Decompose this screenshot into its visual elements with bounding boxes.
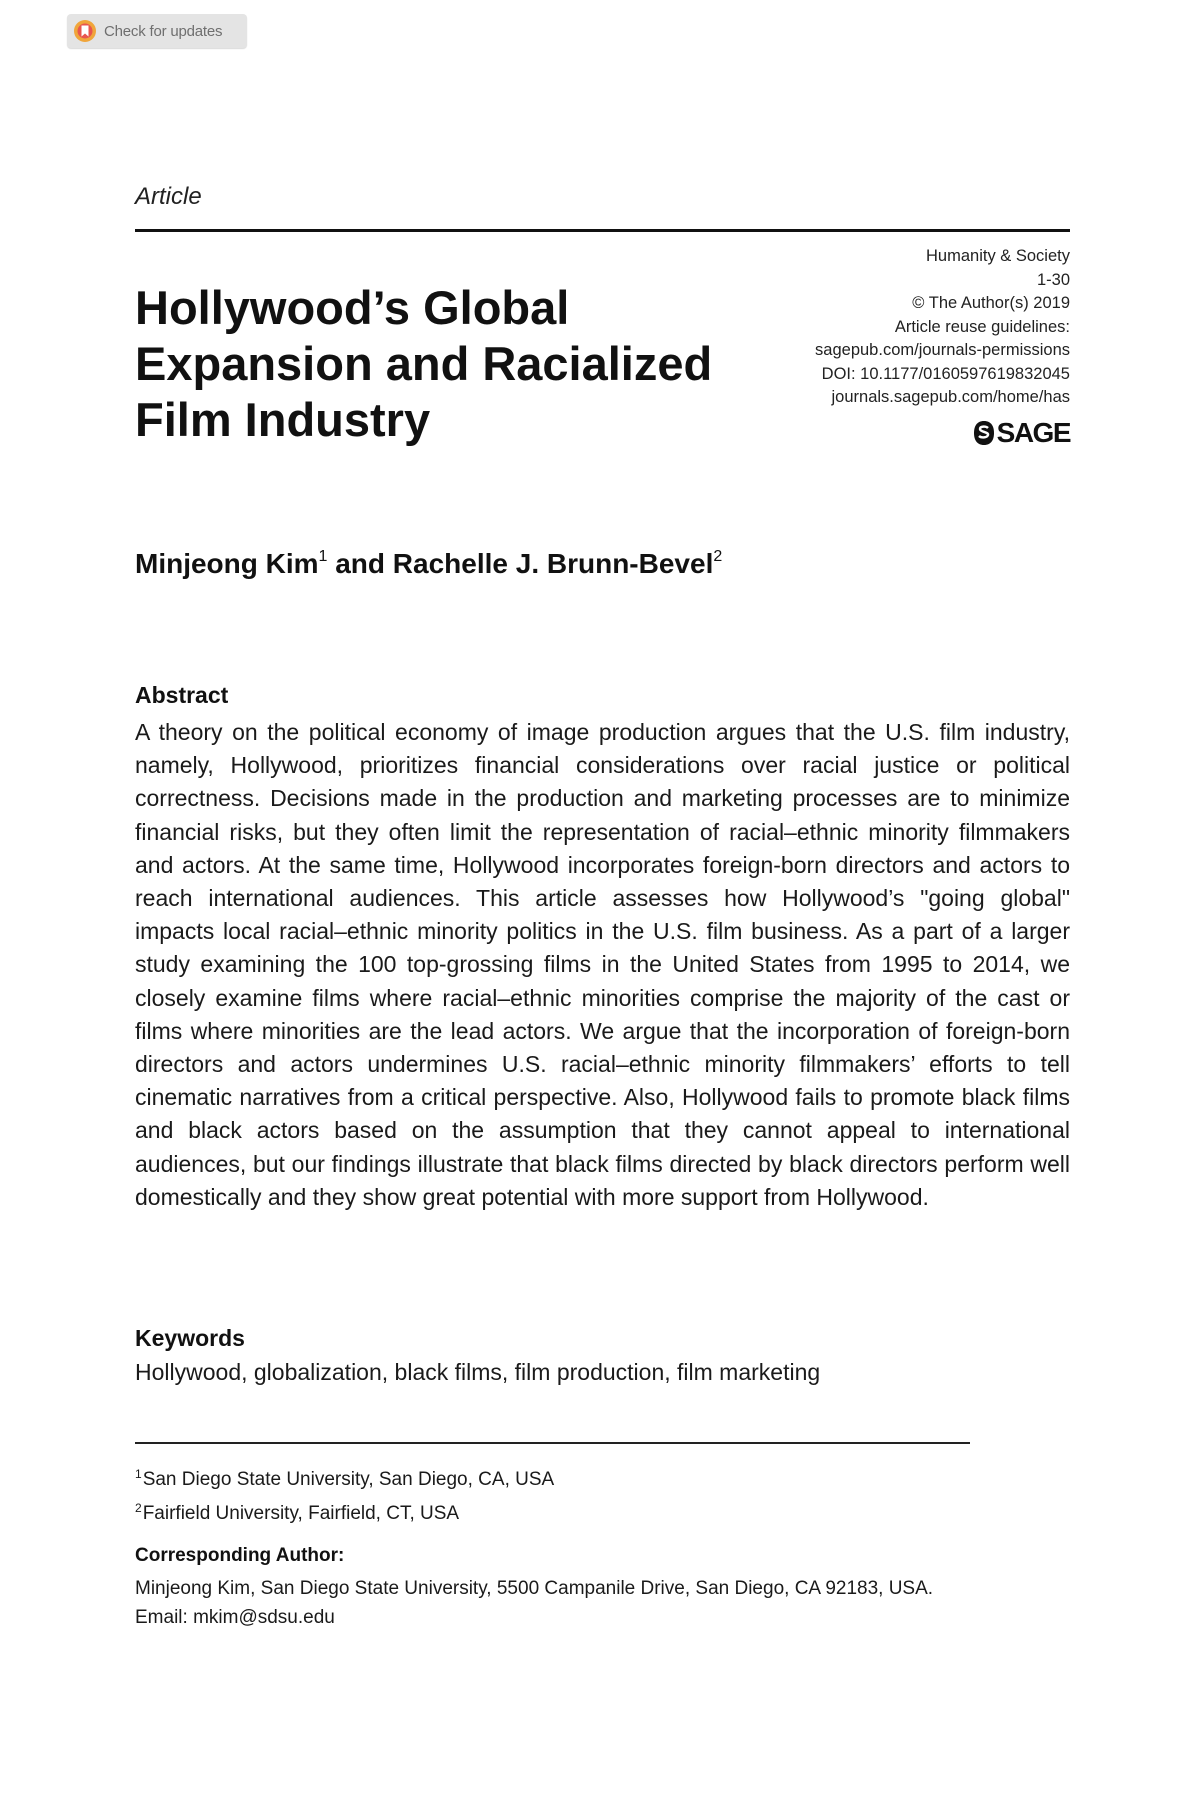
corresponding-author-heading: Corresponding Author:: [135, 1545, 345, 1566]
footnote-divider: [135, 1442, 970, 1444]
article-title: [135, 280, 755, 448]
affiliation-marker: 1: [135, 1467, 142, 1481]
abstract-heading: Abstract: [135, 682, 229, 708]
journal-home-link[interactable]: journals.sagepub.com/home/has: [831, 388, 1070, 406]
abstract-text: A theory on the political economy of image production argues that the U.S. film industry, namely, Hollywood, prioritizes financial considerations over racial justice or political correctness. Decisions made in the production and marketing processes are to minimize financial risks, but they often limit the representation of racial–ethnic minority filmmakers and actors. At the same time, Hollywood incorporates foreign-born directors and actors to reach international audiences. This article assesses how Hollywood’s "going global" impacts local racial–ethnic minority politics in the U.S. film business. As a part of a larger study examining the 100 top-grossing films in the United States from 1995 to 2014, we closely examine films where racial–ethnic minorities comprise the majority of the cast or films where minorities are the lead actors. We argue that the incorporation of foreign-born directors and actors undermines U.S. racial–ethnic minority filmmakers’ efforts to tell cinematic narratives from a critical perspective. Also, Hollywood fails to promote black films and black actors based on the assumption that they cannot appeal to international audiences, but our findings illustrate that black films directed by black directors perform well domestically and they show great potential with more support from Hollywood.: [135, 719, 1070, 1210]
corresponding-address: Minjeong Kim, San Diego State University, 5500 Campanile Drive, San Diego, CA 92183, USA.: [135, 1578, 934, 1599]
journal-name: Humanity & Society: [926, 247, 1070, 265]
crossmark-icon: [72, 18, 98, 44]
corresponding-email[interactable]: Email: mkim@sdsu.edu: [135, 1607, 335, 1628]
affiliation-item: [135, 1494, 554, 1528]
copyright-notice: © The Author(s) 2019: [912, 294, 1070, 312]
corresponding-author-details: [135, 1574, 933, 1632]
reuse-guidelines-label: Article reuse guidelines:: [894, 317, 1070, 336]
affiliation-marker: 2: [135, 1501, 142, 1515]
title-line: Expansion and Racialized: [135, 337, 713, 390]
author-name: Rachelle J. Brunn-Bevel: [392, 548, 714, 579]
author-name: Minjeong Kim: [135, 548, 319, 579]
title-line: Film Industry: [135, 393, 431, 446]
affiliation-marker: 1: [318, 548, 328, 565]
check-for-updates-button[interactable]: [67, 14, 247, 48]
sage-wordmark: SAGE: [996, 417, 1070, 448]
article-type-label: Article: [135, 183, 202, 210]
keywords-heading: Keywords: [135, 1325, 245, 1351]
affiliation-text: Fairfield University, Fairfield, CT, USA: [142, 1503, 460, 1524]
affiliation-item: [135, 1460, 554, 1494]
affiliations: [135, 1460, 554, 1528]
check-for-updates-label: Check for updates: [104, 22, 223, 40]
header-divider: [135, 229, 1070, 232]
keywords-text: Hollywood, globalization, black films, film production, film marketing: [135, 1359, 821, 1385]
page-range: 1-30: [1036, 270, 1070, 289]
author-connector: and: [335, 548, 386, 579]
sage-logo: [973, 417, 1070, 449]
title-line: Hollywood’s Global: [135, 281, 570, 334]
affiliation-marker: 2: [713, 548, 723, 565]
affiliation-text: San Diego State University, San Diego, CA, USA: [142, 1469, 555, 1490]
reuse-guidelines-link[interactable]: sagepub.com/journals-permissions: [815, 341, 1070, 359]
author-list: [135, 548, 722, 580]
sage-emblem-icon: [973, 420, 995, 446]
doi[interactable]: DOI: 10.1177/0160597619832045: [821, 364, 1070, 383]
journal-info: [815, 245, 1070, 410]
